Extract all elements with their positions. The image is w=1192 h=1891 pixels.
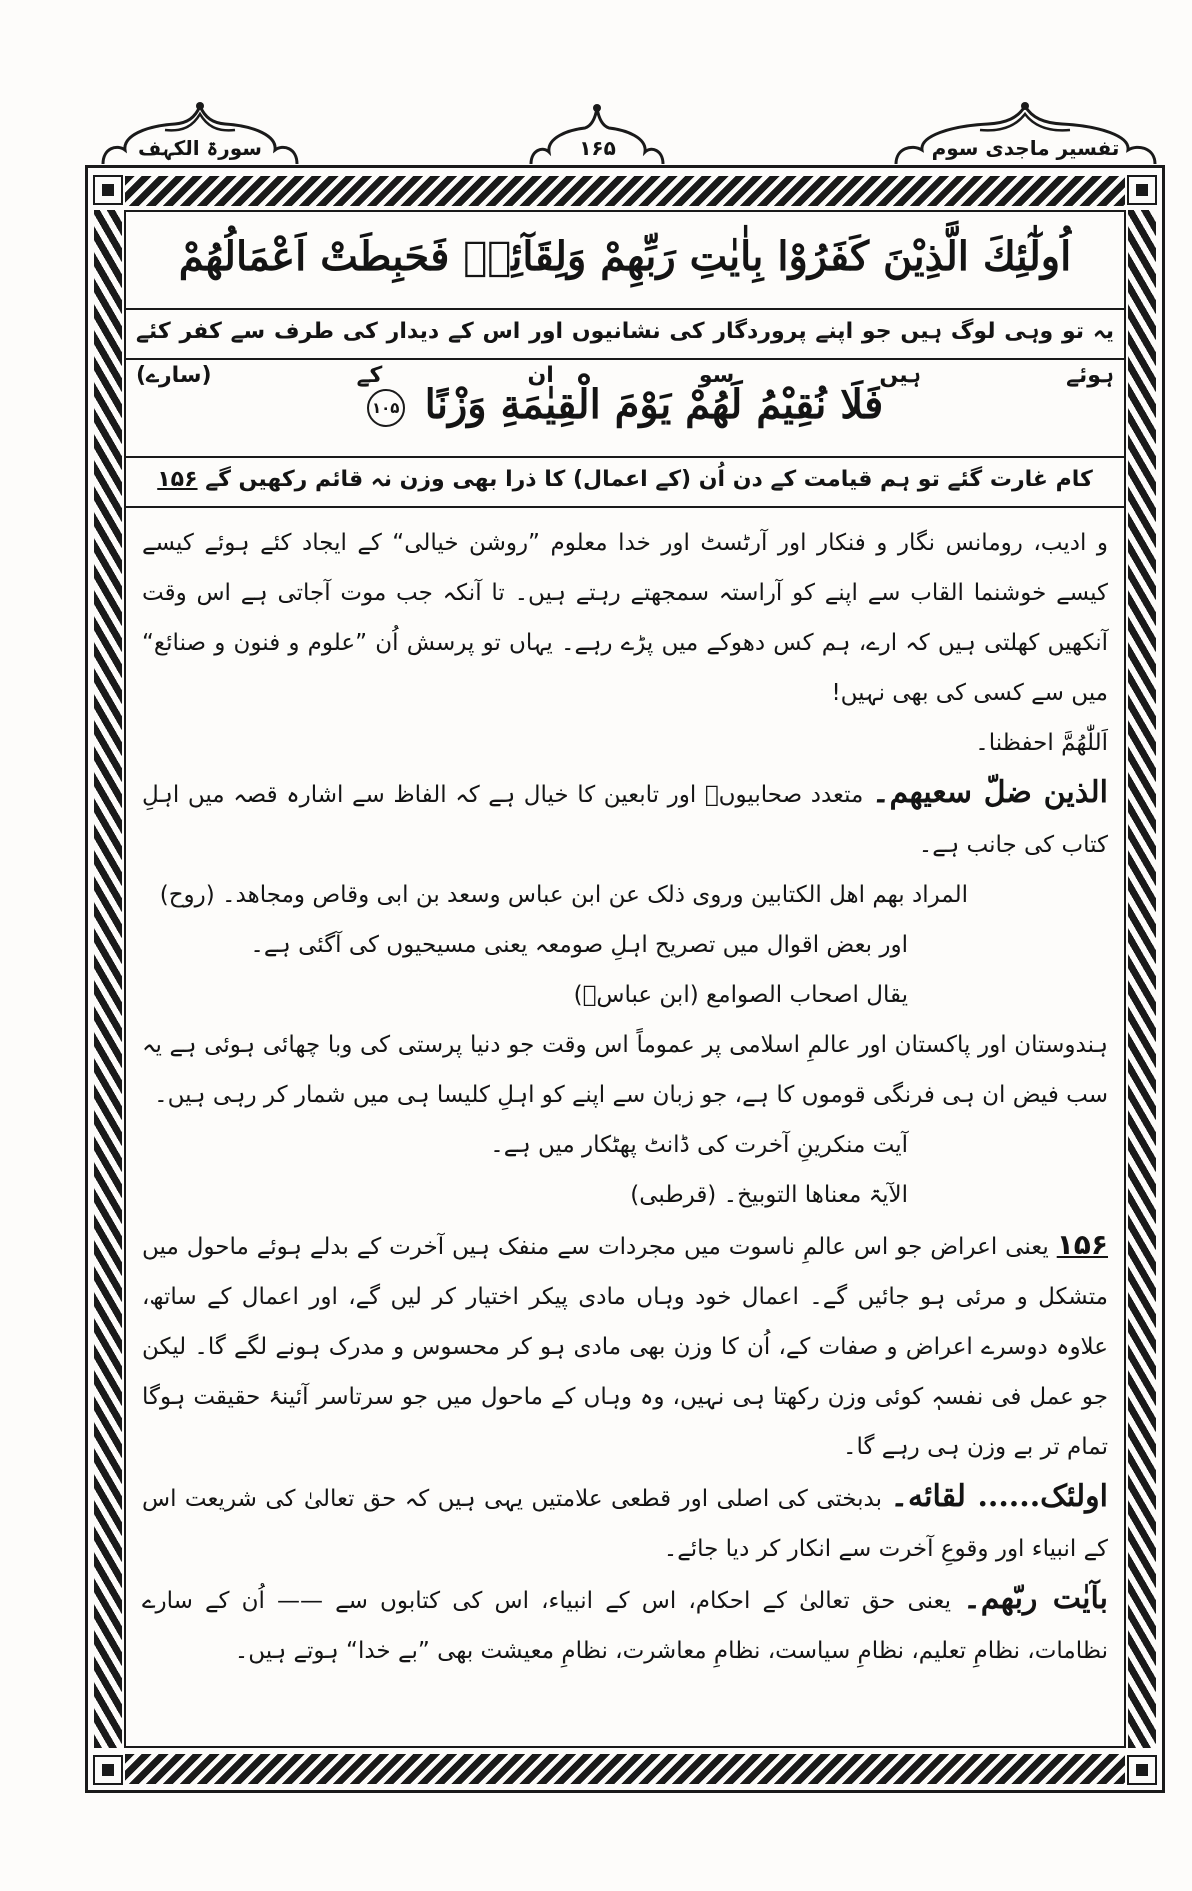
commentary-paragraph [142,768,1108,870]
verse-translation-line-2 [126,458,1124,508]
page-number: ۱۶۵ [579,136,616,160]
book-title-cartouche [888,100,1163,166]
verse-translation-line-1: یہ تو وہی لوگ ہیں جو اپنے پروردگار کی نشانیوں اور اس کے دیدار کی طرف سے کفر کئے ہوئے ہیں سو ان کے (سارے) [126,310,1124,360]
verse-arabic-line-1: اُولٰٓئِكَ الَّذِيْنَ كَفَرُوْا بِاٰيٰتِ رَبِّهِمْ وَلِقَآئِهٖ فَحَبِطَتْ اَعْمَالُهُمْ [126,212,1124,310]
ayah-number-badge: ۱۰۵ [367,389,405,427]
commentary-body [126,508,1124,1676]
arabic-quotation: المراد بھم اھل الکتابین وروی ذلک عن ابن عباس وسعد بن ابی وقاص ومجاھد۔ (روح) [159,882,968,908]
corner-square-icon [93,1755,123,1785]
content-box [124,210,1126,1748]
lemma-heading: اولئک...... لقائه۔ [890,1479,1109,1514]
corner-square-icon [93,175,123,205]
surah-name-cartouche [95,100,305,166]
dua-line: اَللّٰھُمَّ احفظنا۔ [975,730,1108,756]
commentary-paragraph [142,1574,1108,1676]
surah-name: سورۃ الکہف [138,136,262,160]
braided-border-bottom [125,1754,1125,1784]
page-number-cartouche [525,100,670,166]
commentary-text: یعنی اعراض جو اس عالمِ ناسوت میں مجردات سے منفک ہیں آخرت کے بدلے ہوئے ماحول میں متشکل و مرئی ہو جائیں گے۔ اعمال خود وہاں مادی پیکر اختیار کر لیں گے، اور اعمال کے ساتھ، علاوہ دوسرے اعراض و صفات کے، اُن کا وزن بھی مادی ہو کر محسوس و مدرک ہونے لگے گا۔ لیکن جو عمل فی نفسہٖ کوئی وزن رکھتا ہی نہیں، وہ وہاں کے ماحول میں جو سرتاسر آئینۂ حقیقت ہوگا تمام تر بے وزن ہی رہے گا۔ [142,1234,1108,1460]
braided-border-left [94,210,122,1748]
braided-border-right [1128,210,1156,1748]
page-frame [85,165,1165,1793]
braided-border-top [125,176,1125,206]
footnote-reference[interactable]: ۱۵۶ [157,467,198,492]
commentary-text: متعدد صحابیوںؓ اور تابعین کا خیال ہے کہ الفاظ سے اشارہ قصہ میں اہلِ کتاب کی جانب ہے۔ [142,782,1108,858]
arabic-quotation: الآیۃ معناھا التوبیخ۔ (قرطبی) [630,1182,908,1208]
commentary-text: بدبختی کی اصلی اور قطعی علامتیں یہی ہیں کہ حق تعالیٰ کی شریعت اس کے انبیاء اور وقوعِ آخرت سے انکار کر دیا جائے۔ [142,1486,1108,1562]
verse-arabic-text: فَلَا نُقِيْمُ لَهُمْ يَوْمَ الْقِيٰمَةِ وَزْنًا [424,381,884,428]
verse-arabic-line-2 [126,360,1124,458]
translation-text: کام غارت گئے تو ہم قیامت کے دن اُن (کے اعمال) کا ذرا بھی وزن نہ قائم رکھیں گے [205,467,1093,492]
footnote-paragraph [142,1220,1108,1472]
corner-square-icon [1127,175,1157,205]
commentary-text: یعنی حق تعالیٰ کے احکام، اس کے انبیاء، اس کی کتابوں سے —— اُن کے سارے نظامات، نظامِ تعلیم، نظامِ سیاست، نظامِ معاشرت، نظامِ معیشت بھی ”بے خدا“ ہوتے ہیں۔ [142,1588,1108,1664]
commentary-paragraph [142,1472,1108,1574]
commentary-paragraph: و ادیب، رومانس نگار و فنکار اور آرٹسٹ اور خدا معلوم ”روشن خیالی“ کے ایجاد کئے ہوئے کیسے کیسے خوشنما القاب سے اپنے کو آراستہ سمجھتے رہتے ہیں۔ تا آنکہ جب موت آجاتی ہے اس وقت آنکھیں کھلتی ہیں کہ ارے، ہم کس دھوکے میں پڑے رہے۔ یہاں تو پرسش اُن ”علوم و فنون و صنائع“ میں سے کسی کی بھی نہیں! [142,530,1108,706]
commentary-paragraph: ہندوستان اور پاکستان اور عالمِ اسلامی پر عموماً اس وقت جو دنیا پرستی کی وبا چھائی ہوئی ہے یہ سب فیض ان ہی فرنگی قوموں کا ہے، جو زبان سے اپنے کو اہلِ کلیسا ہی میں شمار کر رہی ہیں۔ [142,1032,1108,1108]
footnote-number: ۱۵۶ [1056,1228,1108,1261]
commentary-paragraph: اور بعض اقوال میں تصریح اہلِ صومعہ یعنی مسیحیوں کی آگئی ہے۔ [250,932,908,958]
commentary-paragraph: آیت منکرینِ آخرت کی ڈانٹ پھٹکار میں ہے۔ [490,1132,908,1158]
arabic-quotation: یقال اصحاب الصوامع (ابن عباسؓ) [573,982,908,1008]
lemma-heading: الذین ضلّ سعیھم۔ [871,775,1109,810]
book-title: تفسیر ماجدی سوم [931,136,1120,160]
lemma-heading: بآیٰت ربّھم۔ [963,1581,1108,1616]
corner-square-icon [1127,1755,1157,1785]
